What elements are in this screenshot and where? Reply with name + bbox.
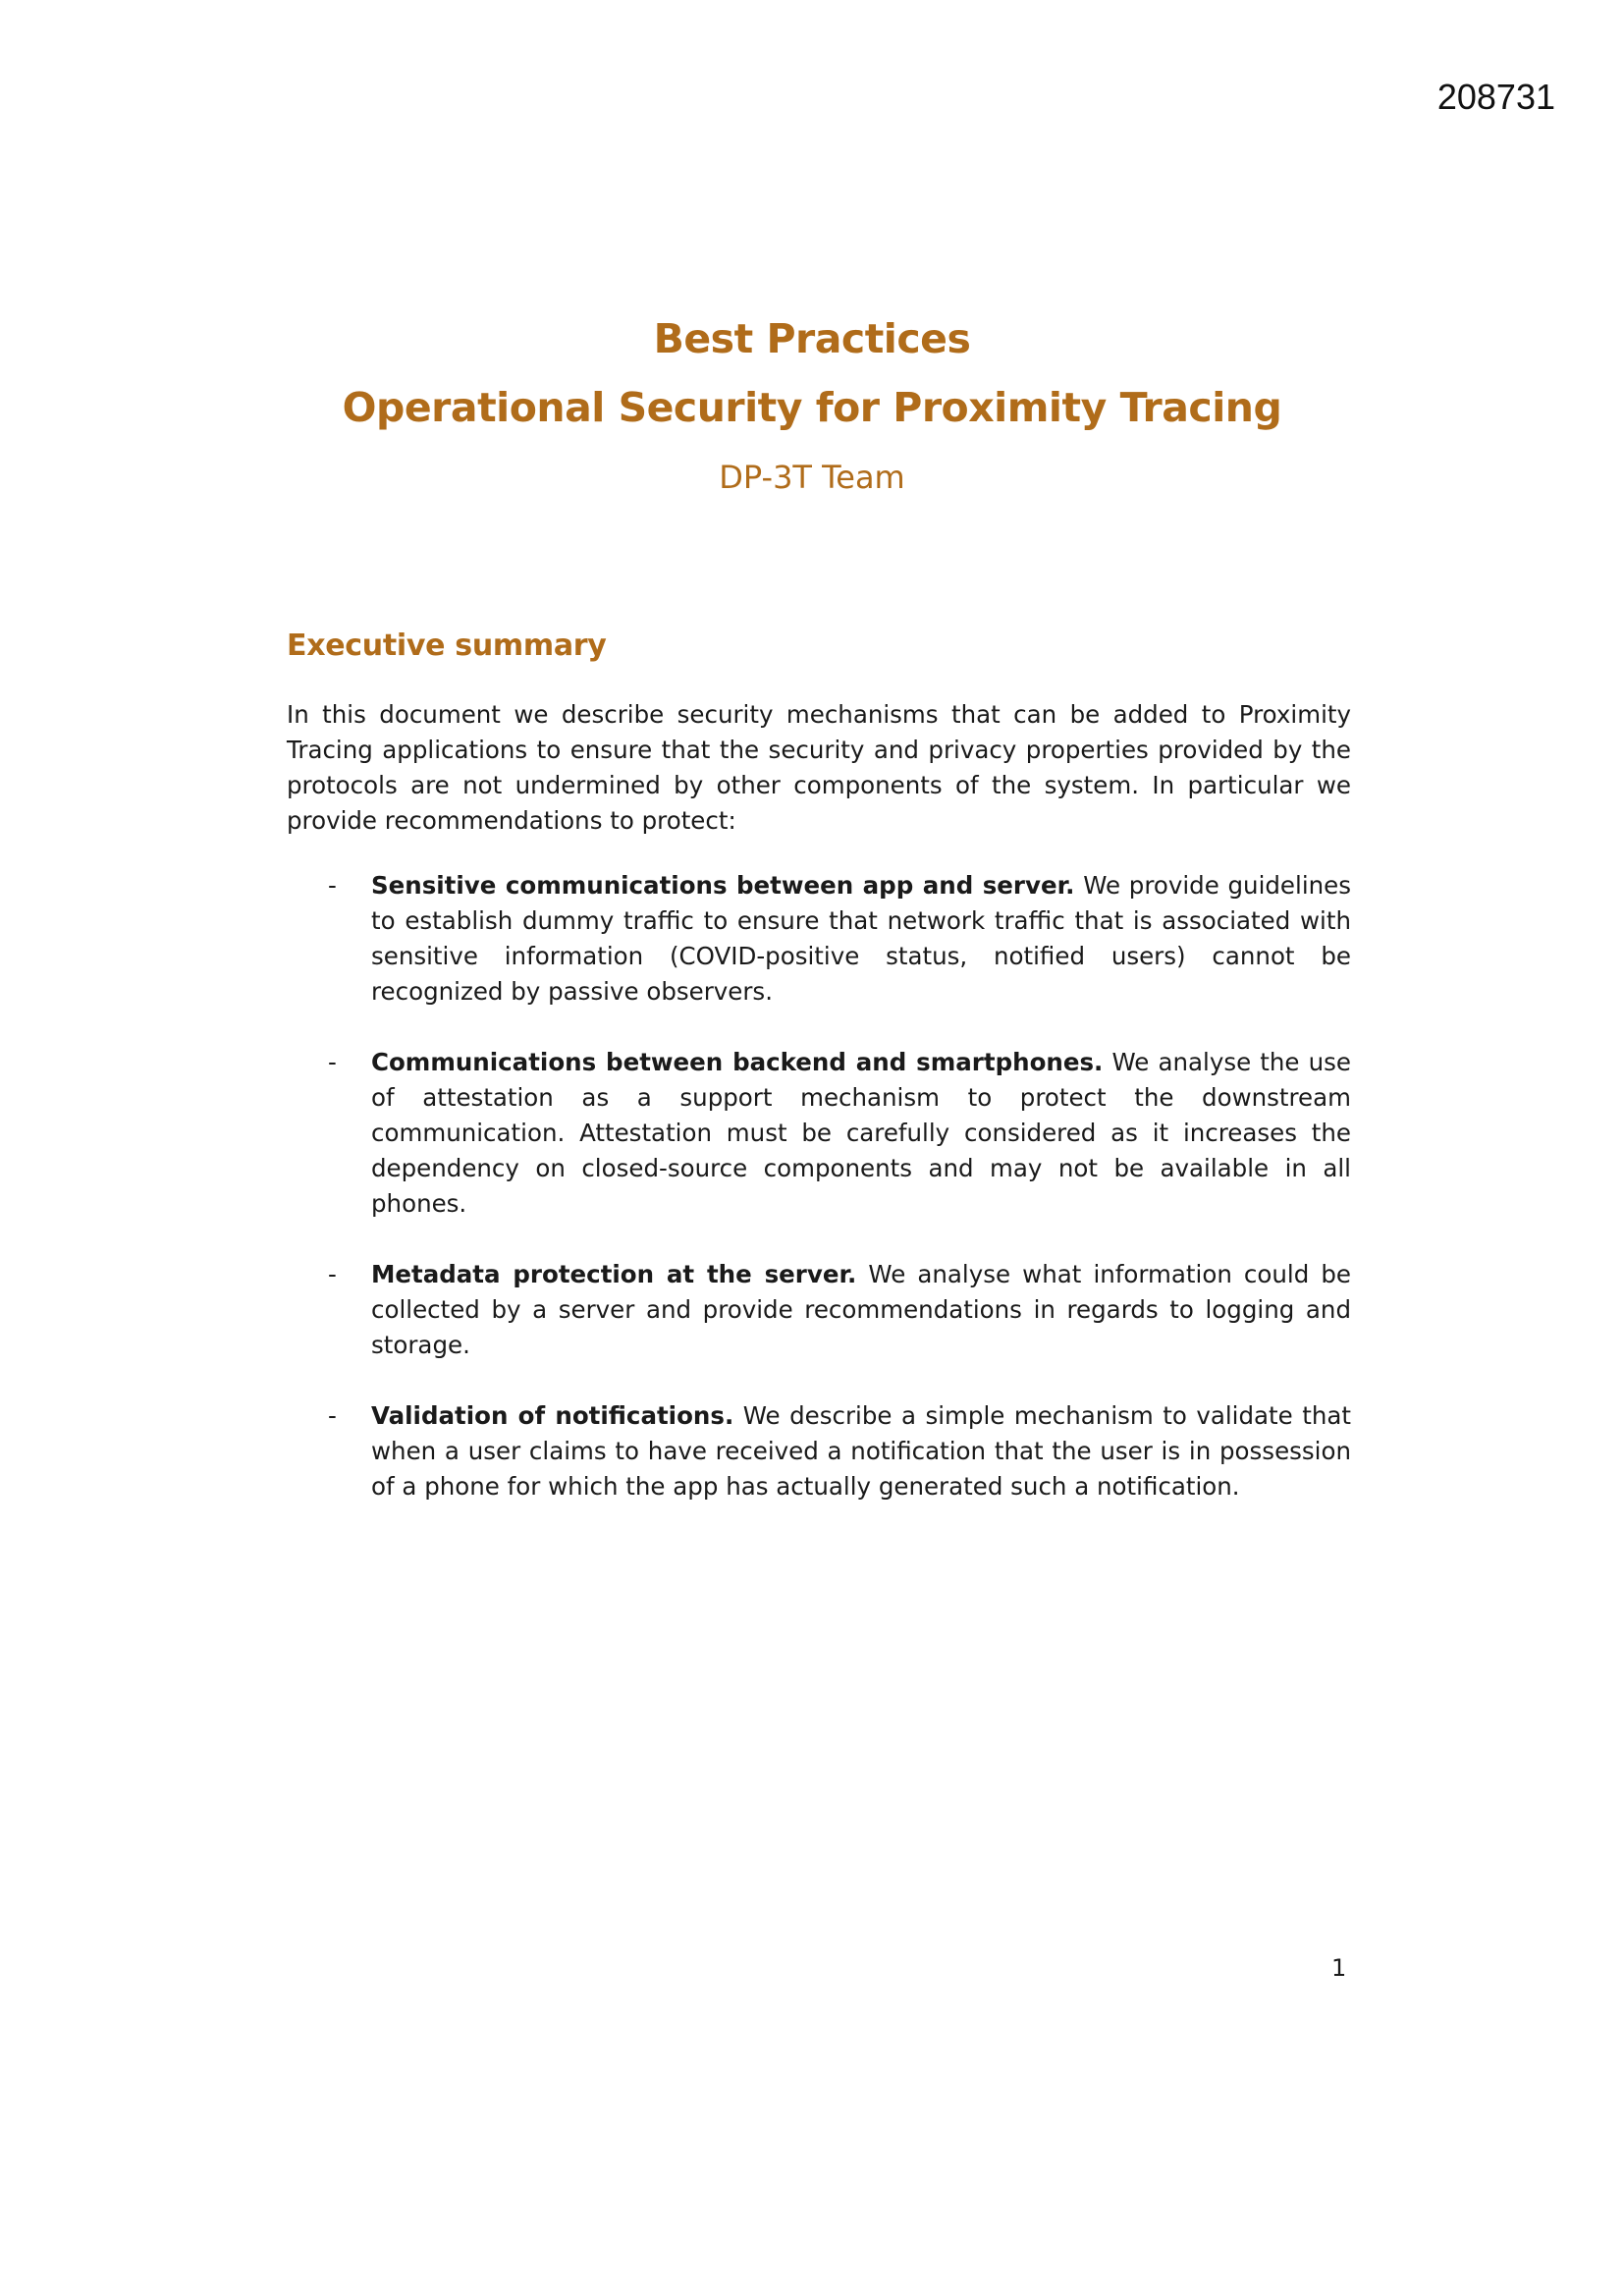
title-line-2: Operational Security for Proximity Tracing bbox=[342, 384, 1282, 431]
author-line: DP-3T Team bbox=[719, 459, 905, 496]
bullet-text: We describe a simple mechanism to validate that when a user claims to have received a notification that the user is in possession of a phone for which the app has actually generated such a notification. bbox=[371, 1401, 1351, 1501]
bullet-text: We analyse the use of attestation as a support mechanism to protect the downstream communication. Attestation must be carefully considered as it increases the dependency on closed-source components and may not be available in all phones. bbox=[371, 1048, 1351, 1218]
bullet-dash: - bbox=[328, 1260, 337, 1288]
page-number: 1 bbox=[1331, 1954, 1347, 1982]
list-item bbox=[287, 1045, 1351, 1222]
list-item bbox=[287, 1398, 1351, 1504]
bullet-text: We provide guidelines to establish dummy traffic to ensure that network traffic that is associated with sensitive information (COVID-positive status, notified users) cannot be recognized by passive observers. bbox=[371, 871, 1351, 1006]
title-line-1: Best Practices bbox=[653, 315, 971, 362]
main-content bbox=[287, 625, 1351, 1540]
title-block bbox=[0, 304, 1624, 507]
bullet-lead: Validation of notifications. bbox=[371, 1401, 734, 1430]
bullet-dash: - bbox=[328, 1048, 337, 1076]
bullet-dash: - bbox=[328, 1401, 337, 1430]
section-heading: Executive summary bbox=[287, 629, 607, 663]
document-id: 208731 bbox=[1436, 77, 1555, 117]
bullet-list bbox=[287, 868, 1351, 1504]
bullet-lead: Metadata protection at the server. bbox=[371, 1260, 857, 1288]
intro-paragraph: In this document we describe security mechanisms that can be added to Proximity Tracing applications to ensure that the security and privacy properties provided by the protocols are not undermined by other components of the system. In particular we provide recommendations to protect: bbox=[287, 700, 1351, 835]
bullet-lead: Communications between backend and smartphones. bbox=[371, 1048, 1104, 1076]
bullet-lead: Sensitive communications between app and server. bbox=[371, 871, 1075, 900]
bullet-dash: - bbox=[328, 871, 337, 900]
bullet-text: We analyse what information could be collected by a server and provide recommendations in regards to logging and storage. bbox=[371, 1260, 1351, 1359]
list-item bbox=[287, 1257, 1351, 1363]
list-item bbox=[287, 868, 1351, 1010]
